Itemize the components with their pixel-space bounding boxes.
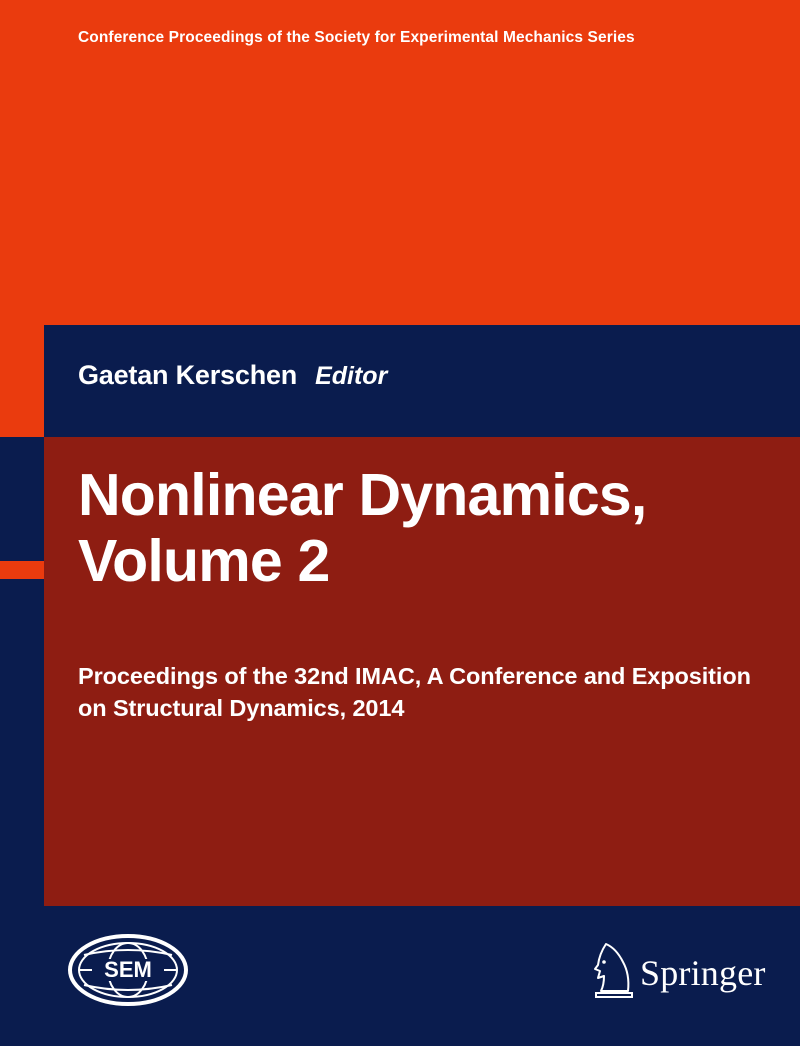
spine-strip-orange-top xyxy=(0,0,44,437)
springer-logo xyxy=(592,938,766,1002)
spine-strip-orange-bottom xyxy=(0,561,44,579)
sem-logo xyxy=(66,930,190,1010)
series-band xyxy=(44,0,800,325)
sem-logo-text: SEM xyxy=(104,957,152,982)
page-subtitle: Proceedings of the 32nd IMAC, A Conference and Exposition on Structural Dynamics, 2014 xyxy=(78,663,751,722)
editor-line xyxy=(78,360,387,391)
knight-icon xyxy=(592,938,638,1000)
springer-wordmark: Springer xyxy=(640,953,766,993)
spine-strip-navy-lower xyxy=(0,579,44,1046)
spine-strip-navy xyxy=(0,437,44,561)
editor-name: Gaetan Kerschen xyxy=(78,360,298,390)
editor-role: Editor xyxy=(315,362,388,390)
page-title: Nonlinear Dynamics, Volume 2 xyxy=(78,462,647,595)
footer-edge xyxy=(44,1030,800,1046)
series-title: Conference Proceedings of the Society for Experimental Mechanics Series xyxy=(78,29,635,46)
